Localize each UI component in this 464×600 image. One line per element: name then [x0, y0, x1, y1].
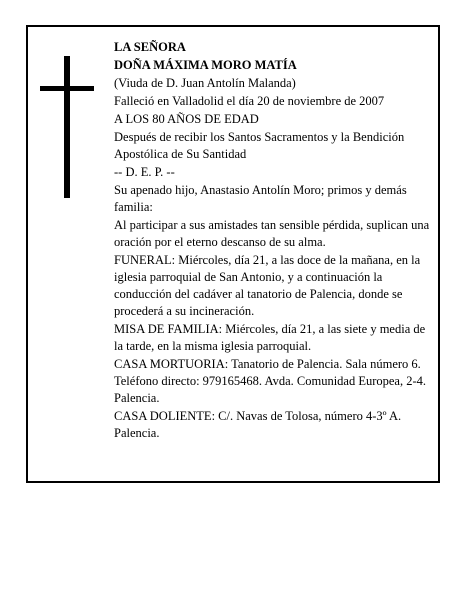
family-text: Su apenado hijo, Anastasio Antolín Moro; primos y demás familia: [114, 183, 407, 214]
family-mass-text: MISA DE FAMILIA: Miércoles, día 21, a las siete y media de la tarde, en la misma iglesia parroquial. [114, 322, 426, 353]
widow-line: (Viuda de D. Juan Antolín Malanda) [114, 76, 296, 90]
sacraments-text: Después de recibir los Santos Sacramentos y la Bendición Apostólica de Su Santidad [114, 130, 405, 161]
title-line-1: LA SEÑORA [114, 40, 186, 54]
age-line: A LOS 80 AÑOS DE EDAD [114, 112, 259, 126]
funeral-text: FUNERAL: Miércoles, día 21, a las doce de la mañana, en la iglesia parroquial de San Antonio, y a continuación la conducción del cadáver al tanatorio de Palencia, donde se procederá a su incineración. [114, 253, 421, 318]
death-line: Falleció en Valladolid el día 20 de noviembre de 2007 [114, 94, 385, 108]
mortuary-text: CASA MORTUORIA: Tanatorio de Palencia. Sala número 6. Teléfono directo: 979165468. Avda. Comunidad Europea, 2-4. Palencia. [114, 357, 427, 405]
cross-horizontal-bar [40, 86, 94, 91]
cross-vertical-bar [64, 56, 70, 198]
request-text: Al participar a sus amistades tan sensible pérdida, suplican una oración por el eterno descanso de su alma. [114, 218, 430, 249]
deceased-name: DOÑA MÁXIMA MORO MATÍA [114, 58, 297, 72]
cross-icon [40, 56, 94, 198]
rip-line: -- D. E. P. -- [114, 165, 175, 179]
mourning-house-text: CASA DOLIENTE: C/. Navas de Tolosa, número 4-3º A. Palencia. [114, 409, 402, 440]
notice-text [114, 39, 432, 443]
obituary-notice [26, 25, 440, 483]
